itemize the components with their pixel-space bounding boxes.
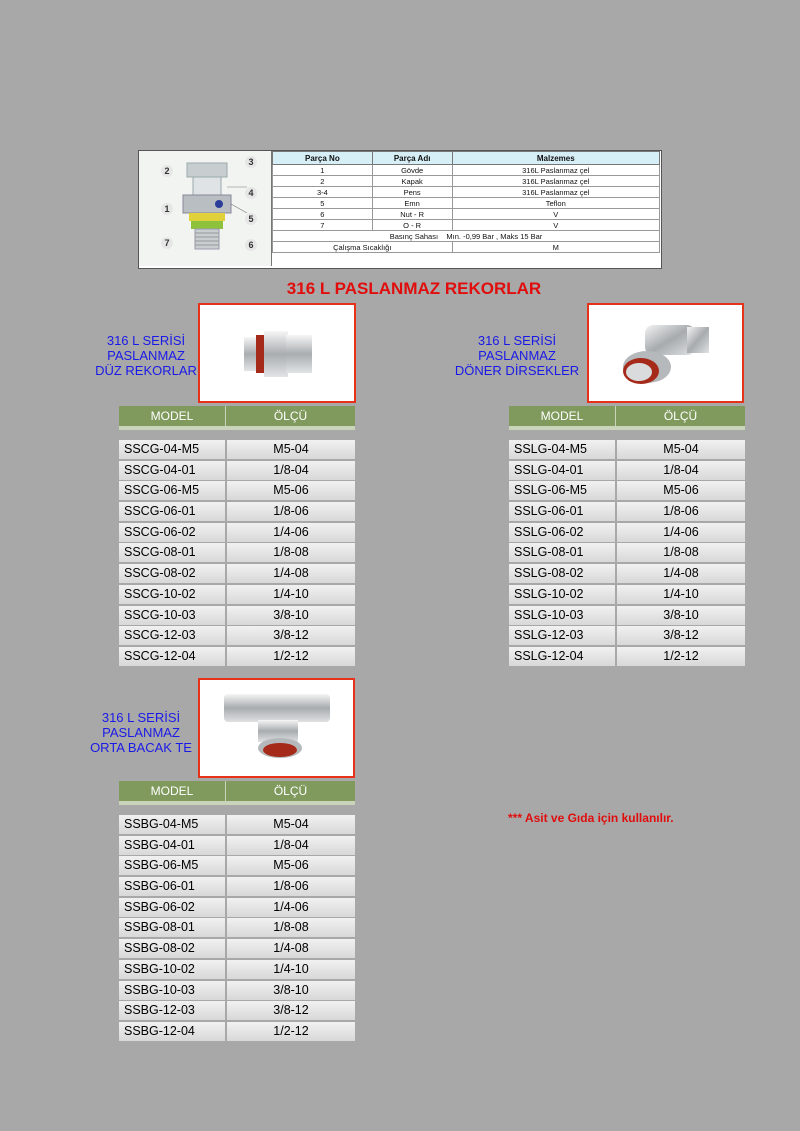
tee-label-line: 316 L SERİSİ: [101, 710, 181, 725]
table-row: [119, 1001, 355, 1020]
model-cell: SSCG-06-01: [119, 502, 225, 521]
table-row: [119, 440, 355, 459]
tee-series-label: [82, 710, 200, 755]
callout-2: 2: [161, 165, 173, 177]
table-row: [119, 461, 355, 480]
size-cell: 1/8-08: [227, 543, 355, 562]
table-row: [509, 461, 745, 480]
straight-fittings-table: [119, 406, 355, 668]
table-row: [119, 606, 355, 625]
usage-note: *** Asit ve Gıda için kullanılır.: [508, 811, 674, 825]
straight-label-line: 316 L SERİSİ: [106, 333, 186, 348]
size-cell: 1/4-06: [227, 523, 355, 542]
model-cell: SSBG-04-M5: [119, 815, 225, 834]
part-no-cell: 3-4: [273, 187, 373, 198]
size-cell: 3/8-10: [617, 606, 745, 625]
model-cell: SSBG-12-04: [119, 1022, 225, 1041]
table-row: [509, 647, 745, 666]
model-cell: SSLG-12-03: [509, 626, 615, 645]
table-row: [509, 626, 745, 645]
size-cell: 1/2-12: [227, 647, 355, 666]
elbow-fitting-photo: [587, 303, 744, 403]
model-cell: SSLG-04-M5: [509, 440, 615, 459]
model-cell: SSBG-12-03: [119, 1001, 225, 1020]
fitting-cutaway-diagram: [139, 151, 272, 266]
part-material-cell: Teflon: [452, 198, 659, 209]
size-cell: 1/8-04: [227, 836, 355, 855]
model-cell: SSLG-04-01: [509, 461, 615, 480]
table-row: [509, 606, 745, 625]
parts-row: [273, 198, 660, 209]
table-row: [119, 981, 355, 1000]
model-cell: SSCG-06-02: [119, 523, 225, 542]
size-cell: 3/8-10: [227, 981, 355, 1000]
part-no-cell: 1: [273, 165, 373, 176]
callout-1: 1: [161, 203, 173, 215]
callout-7: 7: [161, 237, 173, 249]
part-name-cell: Pens: [372, 187, 452, 198]
straight-label-line: PASLANMAZ: [107, 348, 185, 363]
page-title: 316 L PASLANMAZ REKORLAR: [286, 279, 542, 298]
elbow-label-line: 316 L SERİSİ: [477, 333, 557, 348]
parts-row: [273, 209, 660, 220]
model-cell: SSLG-06-02: [509, 523, 615, 542]
size-cell: 1/8-08: [617, 543, 745, 562]
part-no-cell: 6: [273, 209, 373, 220]
table-header: [119, 406, 355, 430]
header-part-name: Parça Adı: [372, 152, 452, 165]
size-cell: 1/2-12: [617, 647, 745, 666]
table-row: [509, 564, 745, 583]
model-cell: SSCG-10-02: [119, 585, 225, 604]
pressure-label: Basınç Sahası: [389, 231, 439, 241]
model-cell: SSCG-04-01: [119, 461, 225, 480]
table-row: [119, 543, 355, 562]
tee-fitting-photo: [198, 678, 355, 778]
size-cell: M5-06: [227, 481, 355, 500]
model-cell: SSBG-08-02: [119, 939, 225, 958]
size-cell: M5-04: [227, 815, 355, 834]
model-cell: SSCG-08-01: [119, 543, 225, 562]
size-cell: 1/2-12: [227, 1022, 355, 1041]
table-row: [119, 856, 355, 875]
parts-row: [273, 220, 660, 231]
size-cell: 1/4-06: [227, 898, 355, 917]
part-no-cell: 2: [273, 176, 373, 187]
model-cell: SSLG-08-02: [509, 564, 615, 583]
header-model: MODEL: [119, 406, 226, 426]
part-material-cell: V: [452, 209, 659, 220]
model-cell: SSBG-06-02: [119, 898, 225, 917]
model-cell: SSLG-06-M5: [509, 481, 615, 500]
parts-info-block: [138, 150, 662, 269]
model-cell: SSCG-08-02: [119, 564, 225, 583]
table-row: [119, 564, 355, 583]
part-name-cell: Emn: [372, 198, 452, 209]
table-row: [119, 1022, 355, 1041]
size-cell: 3/8-12: [227, 1001, 355, 1020]
part-name-cell: Gövde: [372, 165, 452, 176]
callout-5: 5: [245, 213, 257, 225]
model-cell: SSBG-04-01: [119, 836, 225, 855]
size-cell: 1/8-06: [227, 502, 355, 521]
size-cell: 1/8-06: [227, 877, 355, 896]
size-cell: M5-04: [617, 440, 745, 459]
table-row: [119, 481, 355, 500]
table-row: [119, 918, 355, 937]
straight-series-label: [84, 333, 208, 378]
tee-fitting-image: [200, 680, 353, 776]
pressure-row: [273, 231, 660, 242]
model-cell: SSCG-04-M5: [119, 440, 225, 459]
header-model: MODEL: [509, 406, 616, 426]
size-cell: 1/4-08: [617, 564, 745, 583]
pressure-value: Mın. -0,99 Bar , Maks 15 Bar: [446, 231, 543, 241]
model-cell: SSBG-10-03: [119, 981, 225, 1000]
tee-table-body: [119, 815, 355, 1041]
model-cell: SSCG-12-03: [119, 626, 225, 645]
header-size: ÖLÇÜ: [273, 409, 308, 423]
table-row: [509, 543, 745, 562]
table-header: [119, 781, 355, 805]
size-cell: 1/8-04: [227, 461, 355, 480]
table-row: [119, 523, 355, 542]
table-row: [119, 939, 355, 958]
model-cell: SSBG-06-M5: [119, 856, 225, 875]
model-cell: SSCG-06-M5: [119, 481, 225, 500]
parts-table: [272, 151, 660, 253]
table-row: [119, 815, 355, 834]
size-cell: 1/4-10: [617, 585, 745, 604]
header-part-no: Parça No: [273, 152, 373, 165]
model-cell: SSBG-08-01: [119, 918, 225, 937]
straight-fitting-image: [200, 305, 354, 401]
table-row: [119, 626, 355, 645]
size-cell: M5-04: [227, 440, 355, 459]
temp-label: Çalışma Sıcaklığı: [273, 242, 453, 253]
size-cell: 3/8-12: [227, 626, 355, 645]
table-row: [119, 960, 355, 979]
table-row: [509, 585, 745, 604]
size-cell: 1/4-10: [227, 585, 355, 604]
parts-table-body: [273, 165, 660, 231]
table-row: [119, 877, 355, 896]
part-no-cell: 5: [273, 198, 373, 209]
part-no-cell: 7: [273, 220, 373, 231]
model-cell: SSLG-06-01: [509, 502, 615, 521]
part-material-cell: 316L Paslanmaz çel: [452, 165, 659, 176]
elbow-label-line: DÖNER DİRSEKLER: [454, 363, 580, 378]
elbow-fittings-table: [509, 406, 745, 668]
temp-value: M: [452, 242, 659, 253]
tee-fittings-table: [119, 781, 355, 1043]
parts-row: [273, 165, 660, 176]
table-row: [119, 585, 355, 604]
table-row: [119, 898, 355, 917]
table-row: [509, 481, 745, 500]
table-row: [119, 647, 355, 666]
callout-3: 3: [245, 156, 257, 168]
part-name-cell: O - R: [372, 220, 452, 231]
tee-label-line: PASLANMAZ: [102, 725, 180, 740]
size-cell: M5-06: [227, 856, 355, 875]
parts-row: [273, 187, 660, 198]
part-name-cell: Kapak: [372, 176, 452, 187]
model-cell: SSLG-10-02: [509, 585, 615, 604]
size-cell: 1/4-08: [227, 564, 355, 583]
model-cell: SSLG-12-04: [509, 647, 615, 666]
straight-fitting-photo: [198, 303, 356, 403]
table-row: [119, 836, 355, 855]
header-size: ÖLÇÜ: [273, 784, 308, 798]
part-material-cell: 316L Paslanmaz çel: [452, 176, 659, 187]
model-cell: SSLG-08-01: [509, 543, 615, 562]
model-cell: SSCG-12-04: [119, 647, 225, 666]
size-cell: 1/8-06: [617, 502, 745, 521]
elbow-label-line: PASLANMAZ: [478, 348, 556, 363]
straight-label-line: DÜZ REKORLAR: [95, 363, 197, 378]
table-row: [509, 440, 745, 459]
size-cell: 1/4-06: [617, 523, 745, 542]
elbow-table-body: [509, 440, 745, 666]
elbow-series-label: [446, 333, 588, 378]
parts-row: [273, 176, 660, 187]
straight-table-body: [119, 440, 355, 666]
table-row: [509, 523, 745, 542]
header-material: Malzemes: [452, 152, 659, 165]
table-row: [119, 502, 355, 521]
header-size: ÖLÇÜ: [663, 409, 698, 423]
table-header: [509, 406, 745, 430]
size-cell: 1/4-08: [227, 939, 355, 958]
size-cell: M5-06: [617, 481, 745, 500]
table-row: [509, 502, 745, 521]
part-material-cell: 316L Paslanmaz çel: [452, 187, 659, 198]
size-cell: 1/8-08: [227, 918, 355, 937]
model-cell: SSLG-10-03: [509, 606, 615, 625]
size-cell: 3/8-10: [227, 606, 355, 625]
part-name-cell: Nut - R: [372, 209, 452, 220]
header-model: MODEL: [119, 781, 226, 801]
callout-6: 6: [245, 239, 257, 251]
size-cell: 3/8-12: [617, 626, 745, 645]
model-cell: SSCG-10-03: [119, 606, 225, 625]
tee-label-line: ORTA BACAK TE: [90, 740, 192, 755]
callout-4: 4: [245, 187, 257, 199]
model-cell: SSBG-06-01: [119, 877, 225, 896]
elbow-fitting-image: [589, 305, 742, 401]
model-cell: SSBG-10-02: [119, 960, 225, 979]
size-cell: 1/4-10: [227, 960, 355, 979]
part-material-cell: V: [452, 220, 659, 231]
size-cell: 1/8-04: [617, 461, 745, 480]
